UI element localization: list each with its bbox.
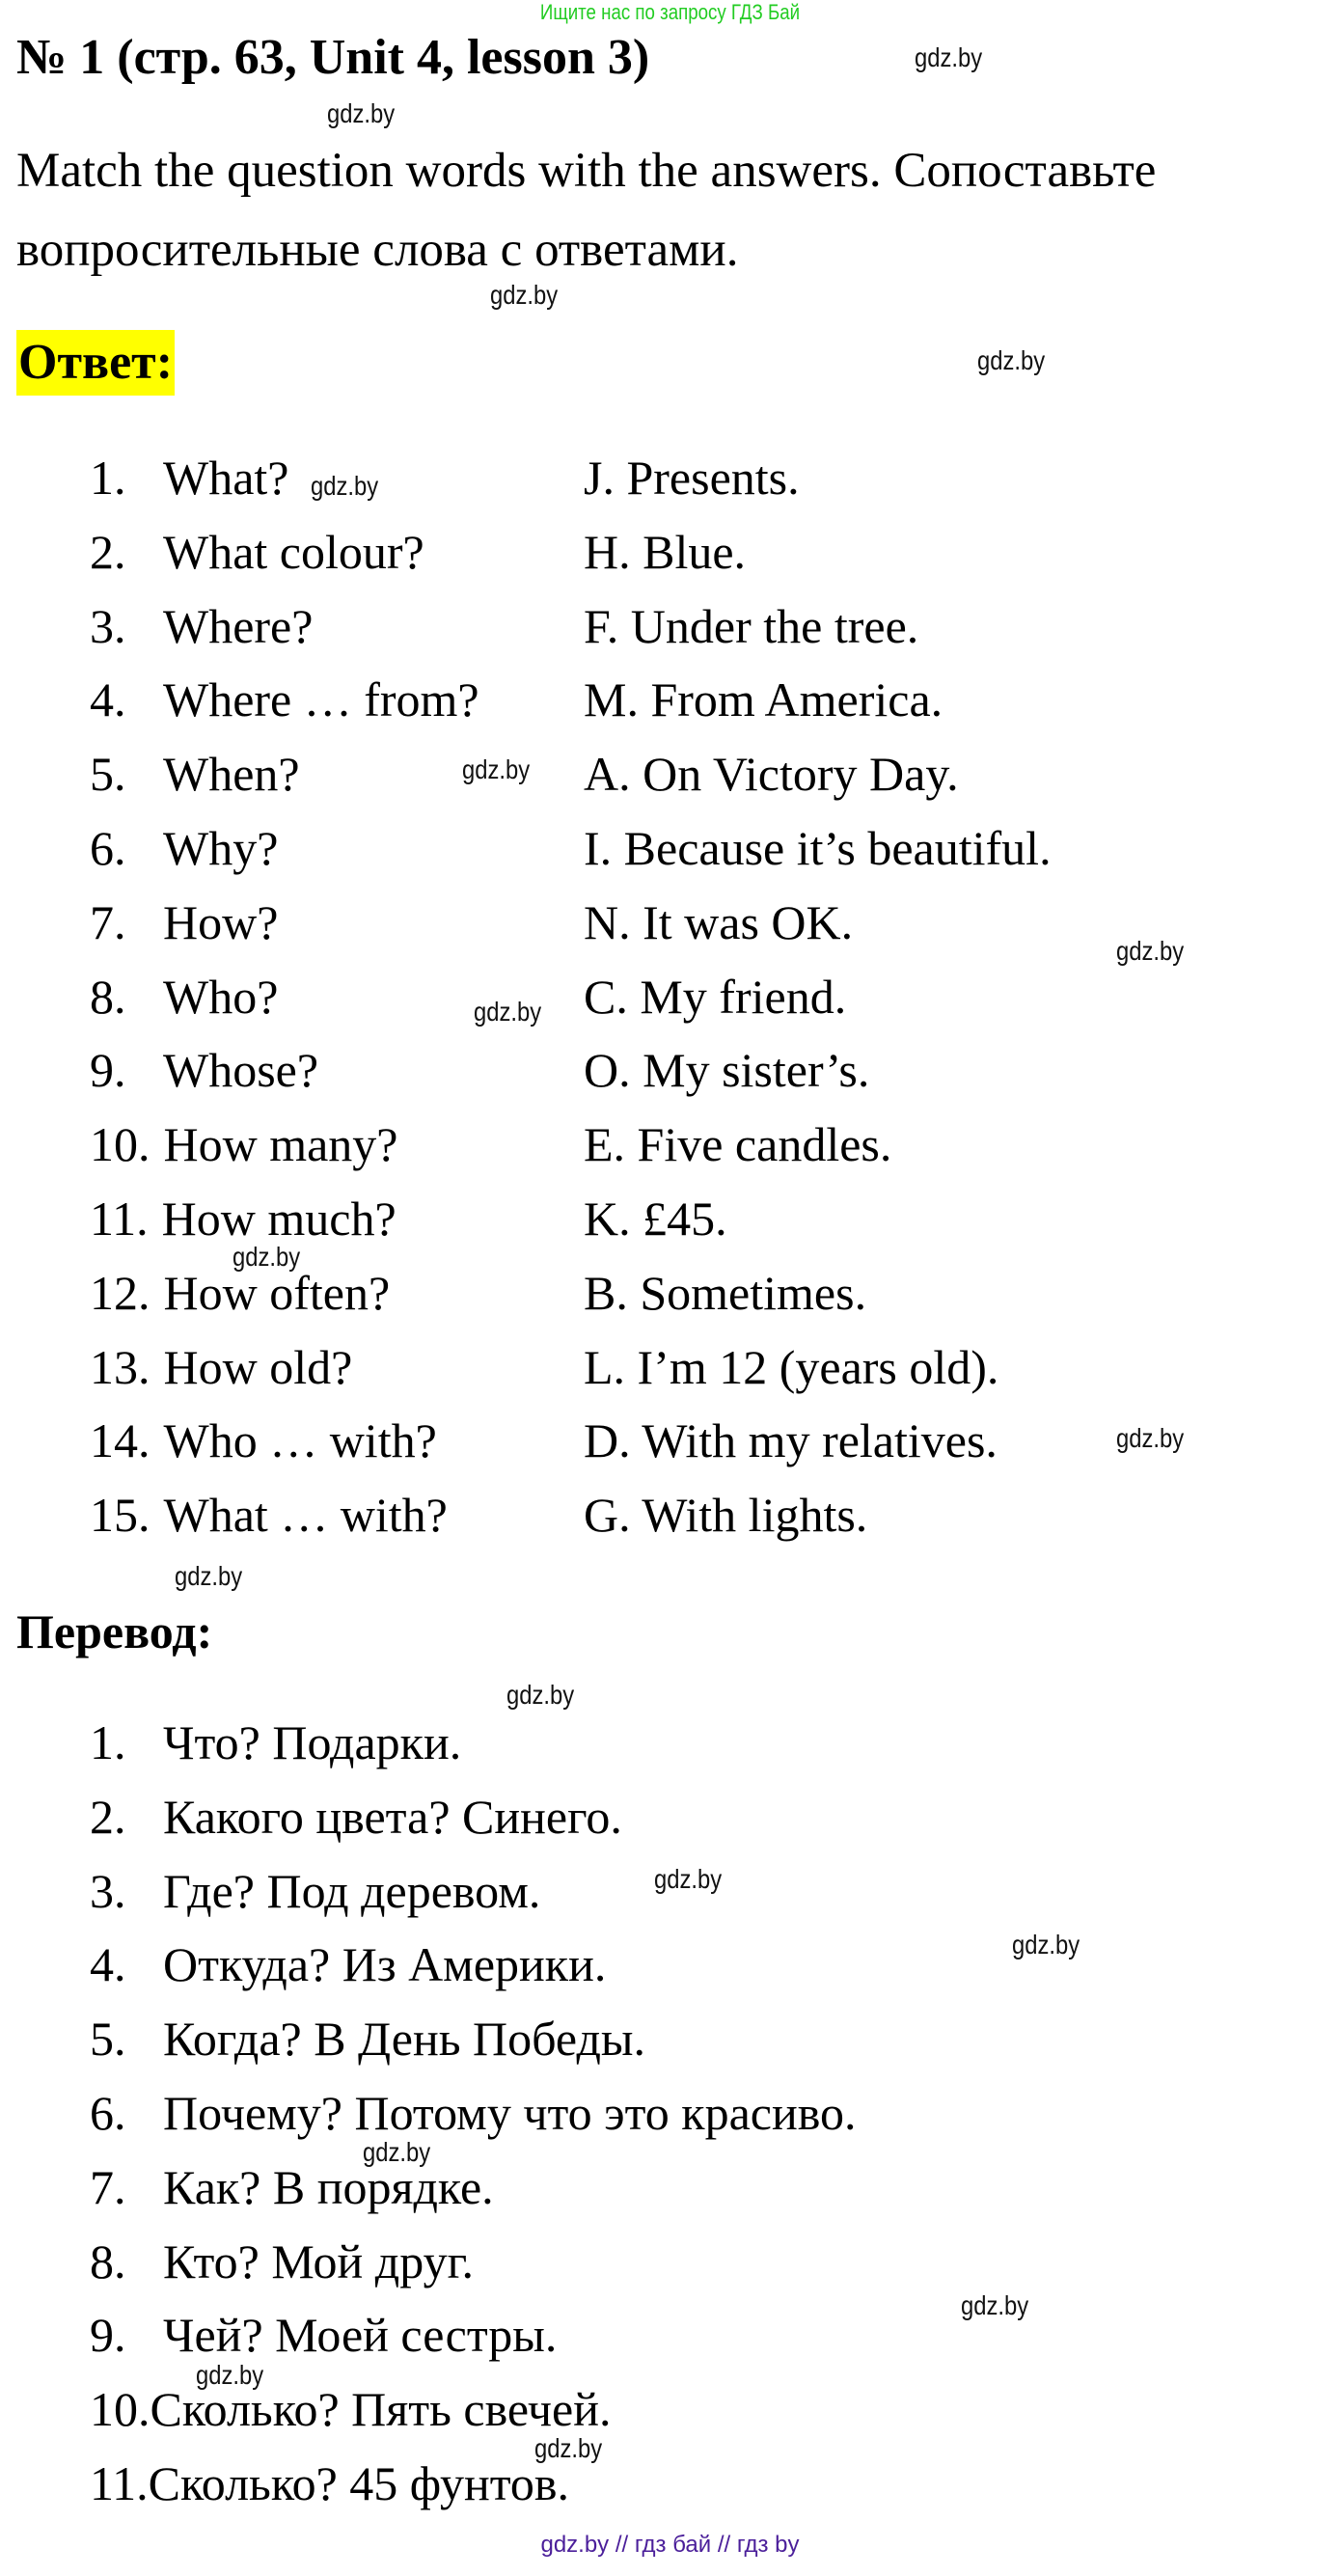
watermark-text: gdz.by	[327, 98, 396, 128]
translation-text: Где? Под деревом.	[163, 1863, 541, 1918]
answer-text: C. My friend.	[584, 969, 847, 1024]
translation-text: Сколько? Пять свечей.	[150, 2382, 612, 2437]
item-number: 10.	[90, 2382, 150, 2437]
item-number: 10.	[90, 1117, 150, 1172]
match-row	[90, 1411, 998, 1469]
item-number: 9.	[90, 1043, 126, 1098]
answer-text: H. Blue.	[584, 524, 747, 579]
answer-text: F. Under the tree.	[584, 598, 919, 653]
answer-text: G. With lights.	[584, 1488, 868, 1543]
answer-text: J. Presents.	[584, 451, 800, 505]
watermark-text: gdz.by	[311, 471, 379, 501]
item-number: 11.	[90, 2456, 149, 2510]
translation-row	[90, 2158, 494, 2216]
watermark-text: gdz.by	[1012, 1930, 1080, 1959]
watermark-text: gdz.by	[654, 1864, 723, 1894]
question-word: When?	[163, 747, 300, 802]
page-title: № 1 (стр. 63, Unit 4, lesson 3)	[16, 30, 650, 85]
question-word: Whose?	[163, 1043, 319, 1098]
match-row	[90, 1338, 999, 1396]
translation-row	[90, 2454, 569, 2512]
translation-heading: Перевод:	[16, 1604, 213, 1658]
translation-text: Кто? Мой друг.	[163, 2233, 474, 2288]
item-number: 5.	[90, 747, 126, 802]
question-word: What colour?	[163, 524, 424, 579]
translation-text: Когда? В День Победы.	[163, 2012, 645, 2067]
translation-row	[90, 2010, 645, 2068]
item-number: 1.	[90, 1715, 126, 1769]
answer-text: N. It was OK.	[584, 894, 854, 949]
watermark-text: gdz.by	[534, 2433, 603, 2463]
question-word: What?	[163, 451, 289, 505]
answer-text: K. £45.	[584, 1192, 727, 1246]
translation-text: Почему? Потому что это красиво.	[163, 2086, 857, 2140]
translation-row	[90, 1935, 606, 1993]
match-row	[90, 1190, 727, 1247]
question-word: Where … from?	[163, 672, 479, 727]
answer-text: B. Sometimes.	[584, 1265, 867, 1320]
item-number: 8.	[90, 969, 126, 1024]
question-word: How old?	[163, 1339, 353, 1394]
translation-row	[90, 2233, 474, 2290]
watermark-text: gdz.by	[232, 1242, 301, 1272]
answer-text: D. With my relatives.	[584, 1413, 998, 1468]
translation-text: Как? В порядке.	[163, 2159, 494, 2214]
item-number: 7.	[90, 2159, 126, 2214]
instruction-line-2: вопросительные слова с ответами.	[16, 223, 739, 277]
answer-text: L. I’m 12 (years old).	[584, 1339, 999, 1394]
match-row	[90, 1041, 870, 1099]
item-number: 3.	[90, 1863, 126, 1918]
item-number: 6.	[90, 2086, 126, 2140]
match-row	[90, 819, 1052, 877]
watermark-text: gdz.by	[1116, 936, 1185, 966]
item-number: 7.	[90, 894, 126, 949]
item-number: 1.	[90, 451, 126, 505]
answer-text: I. Because it’s beautiful.	[584, 821, 1052, 875]
translation-row	[90, 1788, 622, 1846]
answer-heading: Ответ:	[16, 330, 175, 396]
watermark-text: gdz.by	[961, 2290, 1029, 2320]
item-number: 3.	[90, 598, 126, 653]
item-number: 13.	[90, 1339, 150, 1394]
watermark-text: gdz.by	[474, 997, 542, 1027]
item-number: 12.	[90, 1265, 150, 1320]
item-number: 4.	[90, 672, 126, 727]
footer-links: gdz.by // гдз бай // гдз by	[540, 2532, 800, 2558]
answer-text: E. Five candles.	[584, 1117, 892, 1172]
question-word: How much?	[161, 1192, 397, 1246]
match-row	[90, 597, 919, 655]
item-number: 8.	[90, 2233, 126, 2288]
watermark-text: gdz.by	[1116, 1423, 1185, 1453]
translation-text: Откуда? Из Америки.	[163, 1937, 607, 1992]
instruction-line-1: Match the question words with the answers. Сопоставьте	[16, 144, 1157, 198]
item-number: 14.	[90, 1413, 150, 1468]
match-row	[90, 523, 747, 581]
translation-text: Что? Подарки.	[163, 1715, 462, 1769]
answer-text: M. From America.	[584, 672, 943, 727]
item-number: 6.	[90, 821, 126, 875]
item-number: 9.	[90, 2308, 126, 2363]
question-word: How?	[163, 894, 279, 949]
match-row	[90, 893, 854, 951]
match-row	[90, 1115, 892, 1173]
question-word: How often?	[163, 1265, 391, 1320]
translation-row	[90, 1862, 540, 1920]
item-number: 15.	[90, 1488, 150, 1543]
answer-text: O. My sister’s.	[584, 1043, 870, 1098]
item-number: 2.	[90, 524, 126, 579]
item-number: 5.	[90, 2012, 126, 2067]
question-word: Where?	[163, 598, 314, 653]
translation-text: Чей? Моей сестры.	[163, 2308, 558, 2363]
translation-text: Сколько? 45 фунтов.	[148, 2456, 570, 2510]
translation-row	[90, 2380, 611, 2438]
match-row	[90, 671, 943, 728]
translation-row	[90, 2084, 857, 2142]
item-number: 11.	[90, 1192, 149, 1246]
question-word: How many?	[163, 1117, 398, 1172]
watermark-text: gdz.by	[363, 2137, 431, 2167]
match-row	[90, 1486, 868, 1544]
translation-text: Какого цвета? Синего.	[163, 1789, 622, 1844]
watermark-text: gdz.by	[977, 345, 1046, 375]
watermark-text: gdz.by	[196, 2360, 264, 2390]
search-banner: Ищите нас по запросу ГДЗ Бай	[539, 0, 801, 24]
question-word: Why?	[163, 821, 279, 875]
item-number: 4.	[90, 1937, 126, 1992]
watermark-text: gdz.by	[506, 1680, 575, 1710]
watermark-text: gdz.by	[490, 280, 559, 310]
watermark-text: gdz.by	[915, 42, 983, 72]
watermark-text: gdz.by	[175, 1561, 243, 1591]
item-number: 2.	[90, 1789, 126, 1844]
question-word: What … with?	[163, 1488, 448, 1543]
translation-row	[90, 2306, 557, 2364]
question-word: Who?	[163, 969, 279, 1024]
answer-text: A. On Victory Day.	[584, 747, 959, 802]
translation-row	[90, 1713, 461, 1771]
watermark-text: gdz.by	[462, 754, 531, 784]
question-word: Who … with?	[163, 1413, 437, 1468]
